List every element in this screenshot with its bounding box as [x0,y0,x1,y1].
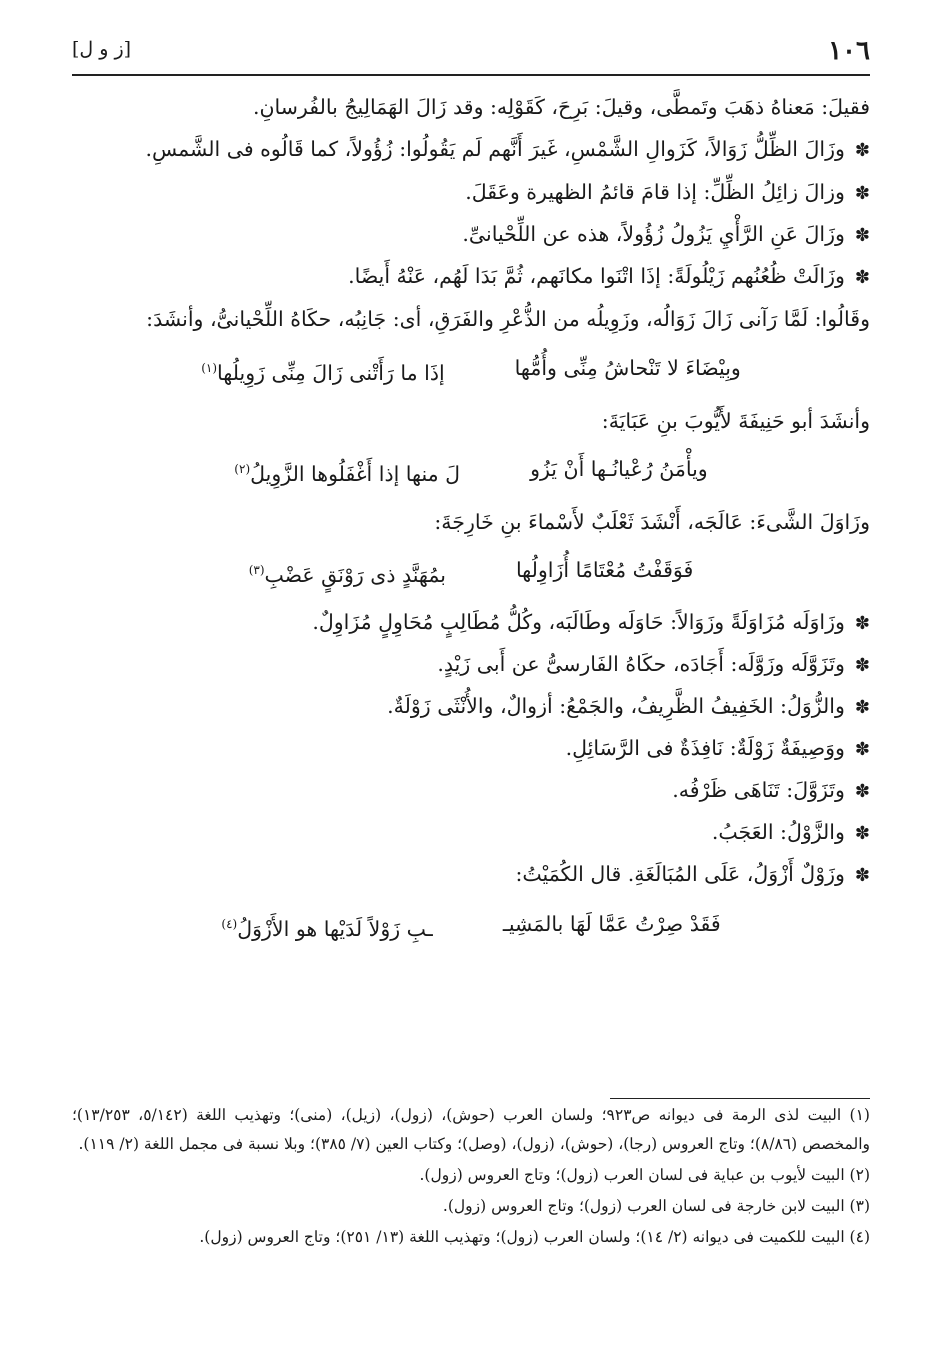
page-number: ١٠٦ [828,36,870,66]
verse-hemistich: ـبِ زَوْلاً لَدَيْها هو الأَزْوَلُ$^{(٤)}$ [221,917,433,942]
footnote-ref: (٣) [248,562,265,577]
verse [72,344,870,397]
paragraph: ✽وزَالَ عَنِ الرَّأْيِ يَزُولُ زُؤُولاً، هذه عن اللِّحْيانىِّ. [72,214,870,256]
asterisk-flower-icon: ✽ [854,697,870,719]
verse-hemistich: فَقَدْ صِرْتُ عَمَّا لَهَا بالمَشِيـ [502,912,721,937]
paragraph: ✽وزالَ زائِلُ الظِّلِّ: إذا قامَ قائمُ الظهيرة وعَقَلَ. [72,172,870,214]
footnotes [72,1098,870,1252]
paragraph: وأنشَدَ أبو حَنِيفَةَ لأَيُّوبَ بنِ عَبَايَةَ: [601,408,870,433]
asterisk-flower-icon: ✽ [854,613,870,635]
paragraph: ✽والزُّوَلُ: الخَفِيفُ الظَّرِيفُ، والجَمْعُ: أزوالٌ، والأُنْثَى زَوْلَةٌ. [72,686,870,728]
asterisk-flower-icon: ✽ [854,865,870,887]
asterisk-flower-icon: ✽ [854,739,870,761]
verse [72,546,870,599]
verse-hemistich: بمُهَنَّدٍ ذى رَوْنَقٍ عَضْبِ$^{(٣)}$ [248,562,446,587]
asterisk-flower-icon: ✽ [854,823,870,845]
root-label: [ز و ل] [72,38,132,60]
footnote-ref: (١) [201,361,218,375]
paragraph: وقَالُوا: لَمَّا رَآنى زَالَ زَوَالُه، وزَوِيلُه من الذُّعْرِ والفَرَقِ، أى: جَانِبُه، حكَاهُ اللِّحْيانىُّ، وأنشَدَ: [146,307,870,331]
asterisk-flower-icon: ✽ [854,267,870,288]
verse-hemistich: وبِيْضَاءَ لا تَنْحاشُ مِنِّى وأُمُّها [514,356,741,380]
footnote: (١) البيت لذى الرمة فى ديوانه ص٩٢٣؛ ولسان العرب (حوش)، (زول)، (زيل)، (منى)؛ وتهذيب اللغة (٥/١٤٢، ١٣/٢٥٣)؛ والمخصص (٨/٨٦)؛ وتاج العروس (رجا)، (حوش)، (زول)، (وصل)؛ وكتاب العين (٧/ ٣٨٥)؛ وبلا نسبة فى مجمل اللغة (٢/ ١١٩). [72,1106,870,1153]
paragraph: فقيلَ: مَعناهُ ذهَبَ وتَمطَّى، وقيلَ: بَرِحَ، كَقَوْلِه: وقد زَالَ الهَمَالِيجُ بالفُرسانِ. [252,95,870,119]
footnote: (٢) البيت لأيوب بن عباية فى لسان العرب (زول)؛ وتاج العروس (زول). [419,1166,870,1184]
asterisk-flower-icon: ✽ [854,781,870,803]
main-text [72,86,870,953]
verse [72,900,870,953]
paragraph: وزَاوَلَ الشَّىءَ: عَالَجَه، أَنْشَدَ ثَعْلَبٌ لأَسْماءَ بنِ خَارِجَةَ: [434,509,870,534]
asterisk-flower-icon: ✽ [854,140,870,161]
paragraph: ✽ووَصِيفَةٌ زَوْلَةٌ: نَافِذَةٌ فى الرَّسَائِلِ. [72,728,870,770]
verse-hemistich: فَوَقَفْتُ مُعْتَامًا أُزَاوِلُها [515,557,694,582]
asterisk-flower-icon: ✽ [854,225,870,246]
verse [72,445,870,498]
verse-hemistich: لَ منها إذا أَغْفَلُوها الزَّوِيلُ$^{(٢)}$ [234,461,461,486]
paragraph: ✽وتَزَوَّلَ: تَنَاهَى ظَرْفُه. [72,770,870,812]
footnote: (٣) البيت لابن خارجة فى لسان العرب (زول)؛ وتاج العروس (زول). [442,1197,870,1215]
footnote-ref: (٢) [234,461,251,476]
paragraph: ✽وزَوْلٌ أَزْوَلُ، عَلَى المُبَالَغَةِ. قال الكُمَيْتُ: [72,854,870,896]
verse-hemistich: ويأْمَنُ رُعْيانُـها أَنْ يَزُو [530,456,708,481]
footnote: (٤) البيت للكميت فى ديوانه (٢/ ١٤)؛ ولسان العرب (زول)؛ وتهذيب اللغة (١٣/ ٢٥١)؛ وتاج العروس (زول). [199,1228,870,1246]
asterisk-flower-icon: ✽ [854,655,870,677]
verse-hemistich: إذَا ما رَأَتْنى زَالَ مِنِّى زَوِيلُها$^{(١)}$ [201,360,445,385]
paragraph: ✽وزَاوَلَه مُزَاوَلَةً وزَوَالاً: حَاوَلَه وطَالَبَه، وكُلُّ مُطَالِبٍ مُحَاوِلٍ مُزَاوِلٌ. [72,602,870,644]
paragraph: ✽والزَّوْلُ: العَجَبُ. [72,812,870,854]
asterisk-flower-icon: ✽ [854,183,870,204]
footnote-ref: (٤) [221,917,238,932]
paragraph: ✽وتَزَوَّلَه وزَوَّلَه: أَجَادَه، حكَاهُ الفَارسىُّ عن أَبى زَيْدٍ. [72,644,870,686]
running-header [72,30,870,76]
paragraph: ✽وزَالَتْ ظُعُنُهم زَيْلُولَةً: إذَا اتْنَوا مكانَهم، ثُمَّ بَدَا لَهُم، عَنْهُ أَيضًا. [72,256,870,298]
paragraph: ✽وزَالَ الظِّلُّ زَوَالاً، كَزَوالِ الشَّمْسِ، غَيرَ أَنَّهم لَم يَقُولُوا: زُؤُولاً، كما قَالُوه فى الشَّمسِ. [72,128,870,172]
